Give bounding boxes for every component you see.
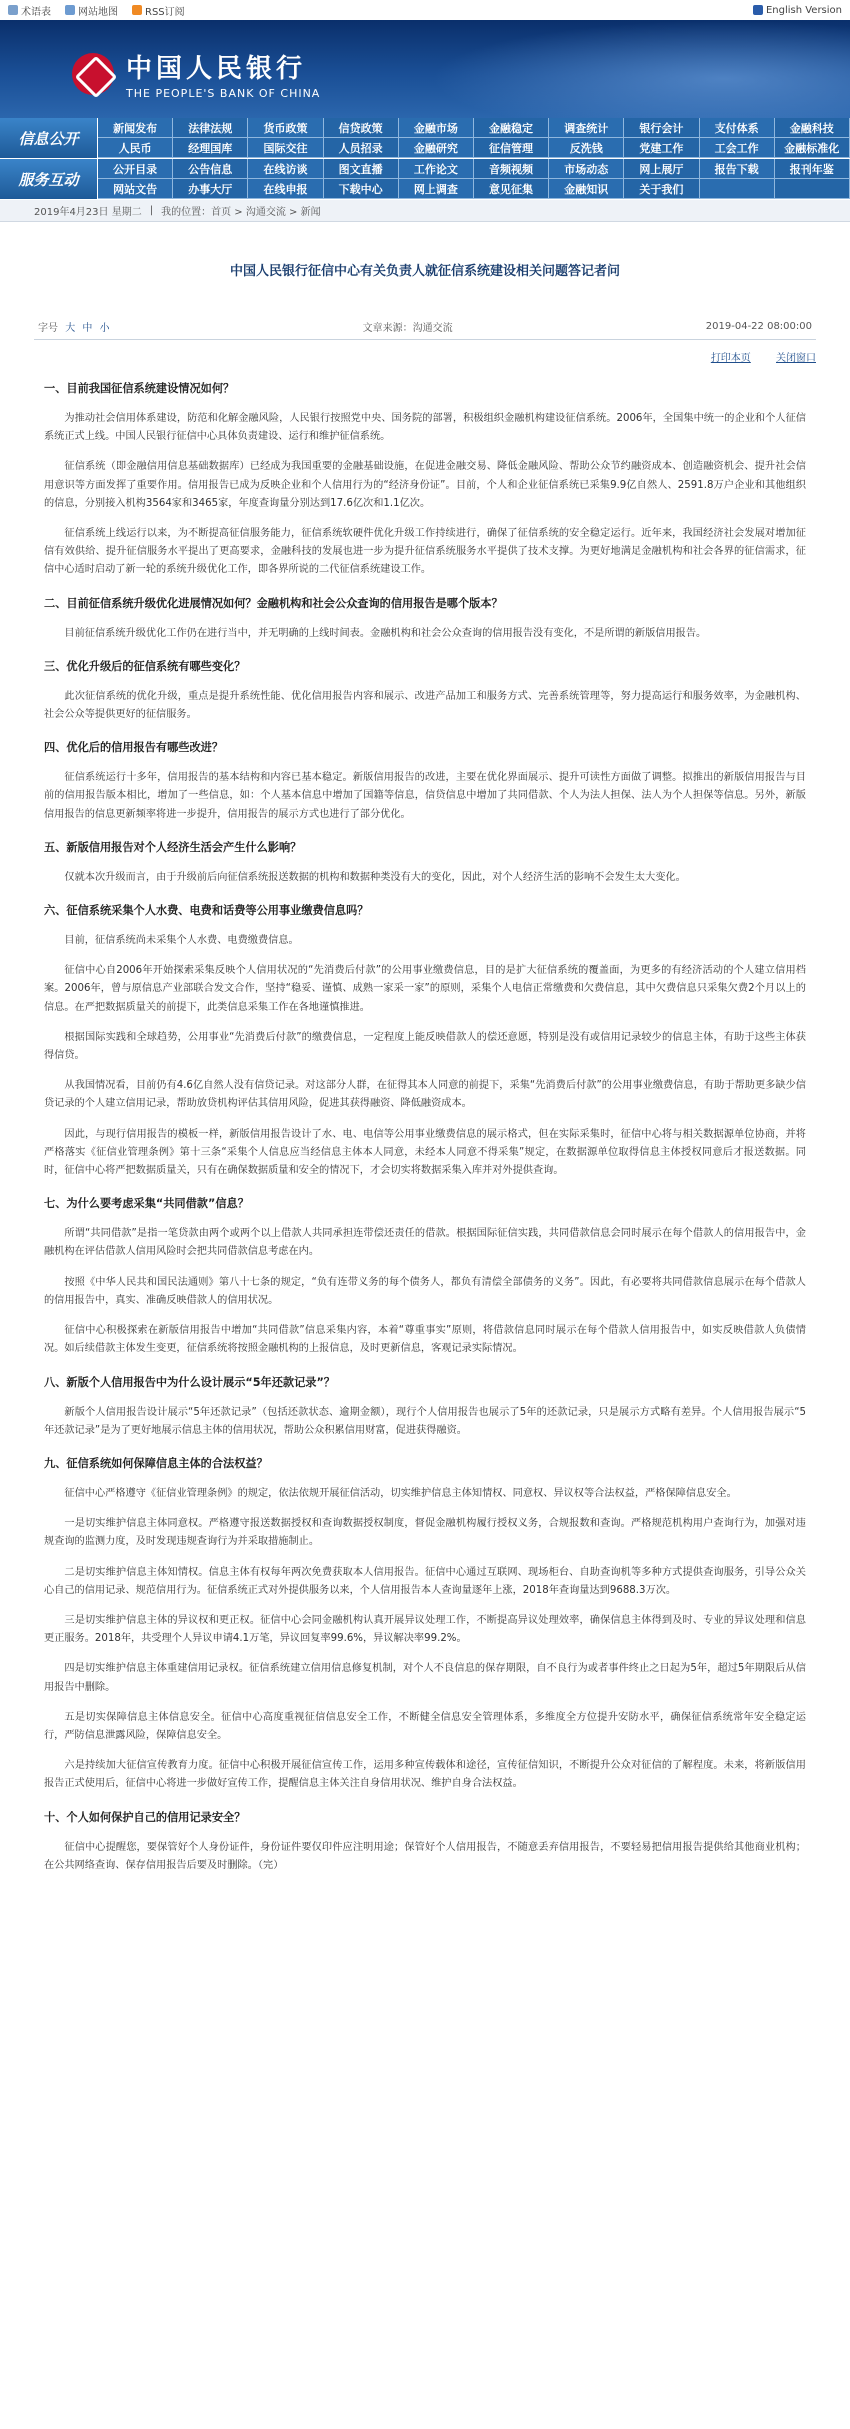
nav-item[interactable]: 货币政策 [248,118,323,138]
section-paragraph: 仅就本次升级而言，由于升级前后向征信系统报送数据的机构和数据种类没有大的变化，因此，对个人经济生活的影响不会发生太大变化。 [64,871,686,883]
section-heading: 三、优化升级后的征信系统有哪些变化？ [44,659,246,673]
sitemap-icon [65,5,75,15]
nav-items [98,159,850,199]
nav-item[interactable]: 新闻发布 [98,118,173,138]
nav-item[interactable]: 支付体系 [700,118,775,138]
nav-item[interactable]: 调查统计 [549,118,624,138]
nav-item[interactable]: 网上调查 [399,179,474,199]
section-heading: 一、目前我国征信系统建设情况如何？ [44,382,235,395]
nav-item[interactable]: 办事大厅 [173,179,248,199]
nav-item[interactable]: 报告下载 [700,159,775,179]
nav-item[interactable]: 工会工作 [700,138,775,158]
nav-group-title: 服务互动 [0,159,98,199]
section-paragraph: 此次征信系统的优化升级，重点是提升系统性能、优化信用报告内容和展示、改进产品加工和服务方式、完善系统管理等，努力提高运行和服务效率，为金融机构、社会公众等提供更好的征信服务。 [44,690,806,721]
section-paragraph: 目前，征信系统尚未采集个人水费、电费缴费信息。 [64,935,299,947]
glossary-link[interactable]: 术语表 [8,3,51,18]
section-paragraph: 三是切实维护信息主体的异议权和更正权。征信中心会同金融机构认真开展异议处理工作，不断提高异议处理效率，确保信息主体得到及时、专业的异议处理和信息更正服务。2018年，共受理个人异议申请4.1万笔，异议回复率99.6%，异议解决率99.2%。 [44,1614,806,1645]
nav-item[interactable]: 金融科技 [775,118,850,138]
nav-item[interactable]: 在线申报 [248,179,323,199]
breadcrumb-location[interactable]: 我的位置：首页 > 沟通交流 > 新闻 [161,207,321,218]
nav-item[interactable]: 公告信息 [173,159,248,179]
flag-icon [753,5,763,15]
logo-english: THE PEOPLE'S BANK OF CHINA [126,87,321,100]
section-paragraph: 根据国际实践和全球趋势，公用事业“先消费后付款”的缴费信息，一定程度上能反映借款人的偿还意愿，特别是没有或信用记录较少的信息主体，有助于这些主体获得信贷。 [44,1031,806,1062]
section-paragraph: 目前征信系统升级优化工作仍在进行当中，并无明确的上线时间表。金融机构和社会公众查询的信用报告没有变化，不是所谓的新版信用报告。 [64,627,707,639]
nav-item[interactable]: 金融知识 [549,179,624,199]
section-paragraph: 征信中心严格遵守《征信业管理条例》的规定，依法依规开展征信活动，切实维护信息主体知情权、同意权、异议权等合法权益，严格保障信息安全。 [64,1487,737,1499]
section-paragraph: 五是切实保障信息主体信息安全。征信中心高度重视征信信息安全工作，不断健全信息安全管理体系，多维度全方位提升安防水平，确保征信系统常年安全稳定运行，严防信息泄露风险，保障信息安全。 [44,1711,806,1741]
bank-emblem-icon [72,53,114,95]
font-size-medium[interactable]: 中 [82,323,93,334]
english-version-link[interactable]: English Version [753,5,842,16]
utility-links [8,3,185,18]
rss-link[interactable]: RSS订阅 [132,3,185,18]
font-size-label: 字号 [38,323,58,334]
section-paragraph: 按照《中华人民共和国民法通则》第八十七条的规定，“负有连带义务的每个债务人，都负有清偿全部债务的义务”。因此，有必要将共同借款信息展示在每个借款人的信用报告中，真实、准确反映借款人的信用状况。 [44,1276,806,1306]
breadcrumb [0,200,850,222]
article-tools [34,349,816,364]
nav-item[interactable]: 网上展厅 [624,159,699,179]
nav-item[interactable]: 党建工作 [624,138,699,158]
nav-item[interactable]: 报刊年鉴 [775,159,850,179]
article-title: 中国人民银行征信中心有关负责人就征信系统建设相关问题答记者问 [229,264,620,279]
font-size-large[interactable]: 大 [65,323,76,334]
nav-item[interactable]: 银行会计 [624,118,699,138]
nav-empty-cell [700,179,775,199]
banner-background [430,20,850,118]
book-icon [8,5,18,15]
section-heading: 七、为什么要考虑采集“共同借款”信息？ [44,1197,249,1211]
nav-item[interactable]: 征信管理 [474,138,549,158]
section-paragraph: 征信系统上线运行以来，为不断提高征信服务能力，征信系统软硬件优化升级工作持续进行，确保了征信系统的安全稳定运行。近年来，我国经济社会发展对增加征信有效供给、提升征信服务水平提出了更高要求，金融科技的发展也进一步为提升征信系统服务水平提供了技术支撑。为更好地满足金融机构和社会各界的征信需求，征信中心适时启动了新一轮的系统升级优化工作，即各界所说的二代征信系统建设工作。 [44,528,806,576]
nav-item[interactable]: 网站文告 [98,179,173,199]
nav-item[interactable]: 反洗钱 [549,138,624,158]
section-paragraph: 征信系统（即金融信用信息基础数据库）已经成为我国重要的金融基础设施，在促进金融交易、降低金融风险、帮助公众节约融资成本、创造融资机会、提升社会信用意识等方面发挥了重要作用。信用报告已成为反映企业和个人信用行为的“经济身份证”。目前，个人和企业征信系统已采集9.9亿自然人、2591.8万户企业和其他组织的信息，分别接入机构3564家和3465家，年度查询量分别达到17.6亿次和1.1亿次。 [44,461,806,509]
section-paragraph: 六是持续加大征信宣传教育力度。征信中心积极开展征信宣传工作，运用多种宣传载体和途径，宣传征信知识，不断提升公众对征信的了解程度。未来，将新版信用报告正式使用后，征信中心将进一步做好宣传工作，提醒信息主体关注自身信用状况、维护自身合法权益。 [44,1760,806,1790]
sitemap-link[interactable]: 网站地图 [65,3,118,18]
section-heading: 六、征信系统采集个人水费、电费和话费等公用事业缴费信息吗？ [44,904,369,918]
section-paragraph: 因此，与现行信用报告的模板一样，新版信用报告设计了水、电、电信等公用事业缴费信息的展示格式，但在实际采集时，征信中心将与相关数据源单位协商，并将严格落实《征信业管理条例》第十三条“采集个人信息应当经信息主体本人同意，未经本人同意不得采集”规定，在数据源单位取得信息主体授权同意后才报送数据。同时，征信中心将严把数据质量关，只有在确保数据质量和安全的情况下，才会切实将数据采集入库并对外提供查询。 [44,1128,806,1177]
nav-item[interactable]: 在线访谈 [248,159,323,179]
print-link[interactable]: 打印本页 [710,353,751,364]
section-paragraph: 为推动社会信用体系建设，防范和化解金融风险，人民银行按照党中央、国务院的部署，积极组织金融机构建设征信系统。2006年，全国集中统一的企业和个人征信系统正式上线。中国人民银行征信中心具体负责建设、运行和维护征信系统。 [44,413,806,443]
article-container [34,260,816,1875]
font-size-small[interactable]: 小 [99,323,110,334]
section-heading: 八、新版个人信用报告中为什么设计展示“5年还款记录”？ [44,1375,335,1389]
section-paragraph: 一是切实维护信息主体同意权。严格遵守报送数据授权和查询数据授权制度，督促金融机构履行授权义务，合规报数和查询。严格规范机构用户查询行为，加强对违规查询的监测力度，及时发现违规查询行为并采取措施制止。 [44,1518,806,1548]
nav-item[interactable]: 金融研究 [399,138,474,158]
nav-group-title: 信息公开 [0,118,98,158]
top-utility-bar [0,0,850,20]
nav-item[interactable]: 音频视频 [474,159,549,179]
nav-item[interactable]: 法律法规 [173,118,248,138]
section-paragraph: 征信中心积极探索在新版信用报告中增加“共同借款”信息采集内容，本着“尊重事实”原则，将借款信息同时展示在每个借款人信用报告中，如实反映借款人负债情况。如后续借款主体发生变更，征信系统将按照金融机构的上报信息，及时更新信息，客观记录实际情况。 [44,1325,806,1355]
article-datetime: 2019-04-22 08:00:00 [705,321,812,332]
section-paragraph: 征信中心自2006年开始探索采集反映个人信用状况的“先消费后付款”的公用事业缴费信息，目的是扩大征信系统的覆盖面，为更多的有经济活动的个人建立信用档案。2006年，曾与原信息产业部联合发文合作，坚持“稳妥、谨慎、成熟一家采一家”的原则，采集个人电信正常缴费和欠费信息，其中欠费信息只采集欠费2个月以上的信息。在严把数据质量关的前提下，此类信息采集工作在各地谨慎推进。 [44,965,806,1013]
nav-item[interactable]: 关于我们 [624,179,699,199]
main-navigation [0,118,850,200]
nav-item[interactable]: 国际交往 [248,138,323,158]
nav-item[interactable]: 下载中心 [324,179,399,199]
nav-item[interactable]: 意见征集 [474,179,549,199]
article-body [34,380,816,1875]
section-paragraph: 四是切实维护信息主体重建信用记录权。征信系统建立信用信息修复机制，对个人不良信息的保存期限，自不良行为或者事件终止之日起为5年，超过5年期限后从信用报告中删除。 [44,1663,806,1693]
nav-item[interactable]: 经理国库 [173,138,248,158]
nav-item[interactable]: 公开目录 [98,159,173,179]
nav-item[interactable]: 人民币 [98,138,173,158]
section-paragraph: 二是切实维护信息主体知情权。信息主体有权每年两次免费获取本人信用报告。征信中心通过互联网、现场柜台、自助查询机等多种方式提供查询服务，引导公众关心自己的信用记录、规范信用行为。征信系统正式对外提供服务以来，个人信用报告本人查询量逐年上涨，2018年查询量达到9688.3万次。 [44,1566,806,1596]
section-heading: 九、征信系统如何保障信息主体的合法权益？ [44,1456,268,1470]
font-size-switcher [38,319,110,334]
nav-item[interactable]: 金融市场 [399,118,474,138]
nav-item[interactable]: 图文直播 [324,159,399,179]
nav-item[interactable]: 人员招录 [324,138,399,158]
breadcrumb-divider: | [149,205,154,216]
nav-item[interactable]: 工作论文 [399,159,474,179]
section-heading: 二、目前征信系统升级优化进展情况如何？金融机构和社会公众查询的信用报告是哪个版本？ [44,596,503,610]
section-paragraph: 征信中心提醒您，要保管好个人身份证件，身份证件要仅印件应注明用途；保管好个人信用报告，不随意丢弃信用报告，不要轻易把信用报告提供给其他商业机构；在公共网络查询、保存信用报告后要及时删除。（完） [44,1841,806,1871]
section-paragraph: 从我国情况看，目前仍有4.6亿自然人没有信贷记录。对这部分人群，在征得其本人同意的前提下，采集“先消费后付款”的公用事业缴费信息，有助于帮助更多缺少信贷记录的个人建立信用记录，帮助放贷机构评估其信用风险，促进其获得融资、降低融资成本。 [44,1080,806,1110]
nav-item[interactable]: 信贷政策 [324,118,399,138]
section-paragraph: 征信系统运行十多年，信用报告的基本结构和内容已基本稳定。新版信用报告的改进，主要在优化界面展示、提升可读性方面做了调整。拟推出的新版信用报告与目前的信用报告版本相比，增加了一些信息，如：个人基本信息中增加了国籍等信息，信贷信息中增加了共同借款、个人为法人担保、法人为个人担保等信息。另外，新版信用报告的信息更新频率将进一步提升，信用报告的展示方式也进行了部分优化。 [44,772,806,820]
section-paragraph: 新版个人信用报告设计展示“5年还款记录”（包括还款状态、逾期金额），现行个人信用报告也展示了5年的还款记录，只是展示方式略有差异。个人信用报告展示“5年还款记录”是为了更好地展示信息主体的信用状况，帮助公众积累信用财富，促进获得融资。 [44,1406,806,1436]
nav-item[interactable]: 金融稳定 [474,118,549,138]
nav-empty-cell [775,179,850,199]
nav-group-info [0,118,850,159]
article-source: 文章来源：沟通交流 [362,323,453,334]
section-heading: 十、个人如何保护自己的信用记录安全？ [44,1810,246,1824]
section-heading: 五、新版信用报告对个人经济生活会产生什么影响？ [44,840,302,854]
close-window-link[interactable]: 关闭窗口 [776,353,816,364]
section-paragraph: 所谓“共同借款”是指一笔贷款由两个或两个以上借款人共同承担连带偿还责任的借款。根据国际征信实践，共同借款信息会同时展示在每个借款人的信用报告中，金融机构在评估借款人信用风险时会把共同借款信息考虑在内。 [44,1228,806,1258]
current-date: 2019年4月23日 星期二 [34,207,142,218]
rss-icon [132,5,142,15]
logo-chinese: 中国人民银行 [126,54,307,84]
nav-group-service [0,159,850,200]
nav-item[interactable]: 金融标准化 [775,138,850,158]
nav-item[interactable]: 市场动态 [549,159,624,179]
section-heading: 四、优化后的信用报告有哪些改进？ [44,741,224,755]
site-logo[interactable] [72,48,320,100]
nav-items [98,118,850,158]
article-meta [34,319,816,340]
header-banner [0,20,850,118]
